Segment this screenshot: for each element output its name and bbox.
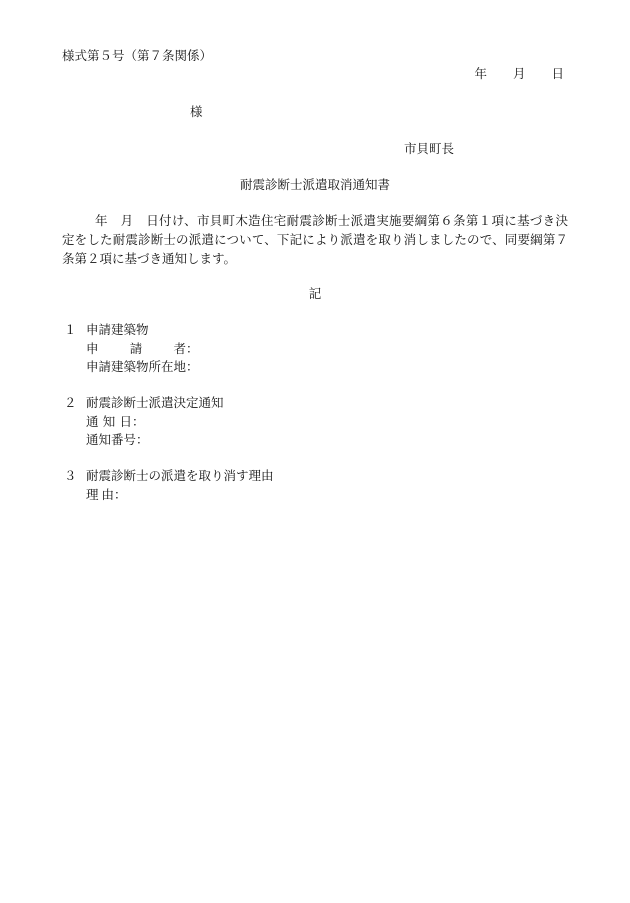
field-reason xyxy=(64,486,274,505)
addressee-honorific: 様 xyxy=(190,104,203,119)
date-day-label: 日 xyxy=(551,66,564,81)
label-char: 請 xyxy=(129,340,143,356)
field-notice-number xyxy=(64,431,224,450)
field-label xyxy=(86,486,114,505)
field-colon: ： xyxy=(136,432,149,447)
field-notice-date xyxy=(64,413,224,432)
field-colon: ： xyxy=(132,413,145,429)
item-application-building xyxy=(64,321,199,377)
label-char: 日 xyxy=(119,413,132,429)
field-applicant xyxy=(64,340,199,359)
label-char: 申 xyxy=(86,340,99,356)
field-colon: ： xyxy=(186,359,199,374)
field-label: 通知番号 xyxy=(86,432,137,447)
item-heading: 申請建築物 xyxy=(86,322,149,337)
body-paragraph: 年 月 日付け、市貝町木造住宅耐震診断士派遣実施要綱第６条第１項に基づき決定をした耐震診断士の派遣について、下記により派遣を取り消しましたので、同要綱第７条第２項に基づき通知します。 xyxy=(62,213,568,266)
field-building-location xyxy=(64,358,199,377)
form-number: 様式第５号（第７条関係） xyxy=(62,48,213,63)
label-char: 者 xyxy=(173,340,186,356)
item-number: ２ xyxy=(64,395,77,410)
item-heading: 耐震診断士派遣決定通知 xyxy=(86,395,224,410)
field-label xyxy=(86,413,132,432)
date-year-label: 年 xyxy=(474,66,487,81)
label-char: 由 xyxy=(101,486,114,502)
document-title: 耐震診断士派遣取消通知書 xyxy=(239,177,390,192)
item-number: １ xyxy=(64,322,77,337)
item-cancellation-reason xyxy=(64,467,274,504)
field-label: 申請建築物所在地 xyxy=(86,359,187,374)
item-number: ３ xyxy=(64,468,77,483)
issuer-name: 市貝町長 xyxy=(403,141,454,156)
item-heading: 耐震診断士の派遣を取り消す理由 xyxy=(86,468,274,483)
field-label xyxy=(86,340,186,359)
field-colon: ： xyxy=(114,486,127,502)
label-char: 通 xyxy=(86,413,99,429)
label-char: 理 xyxy=(86,486,99,502)
item-dispatch-decision-notice xyxy=(64,394,224,450)
date-month-label: 月 xyxy=(512,66,526,81)
field-colon: ： xyxy=(186,340,199,356)
issue-date xyxy=(474,66,564,81)
label-char: 知 xyxy=(102,413,116,429)
ki-heading: 記 xyxy=(308,286,322,301)
